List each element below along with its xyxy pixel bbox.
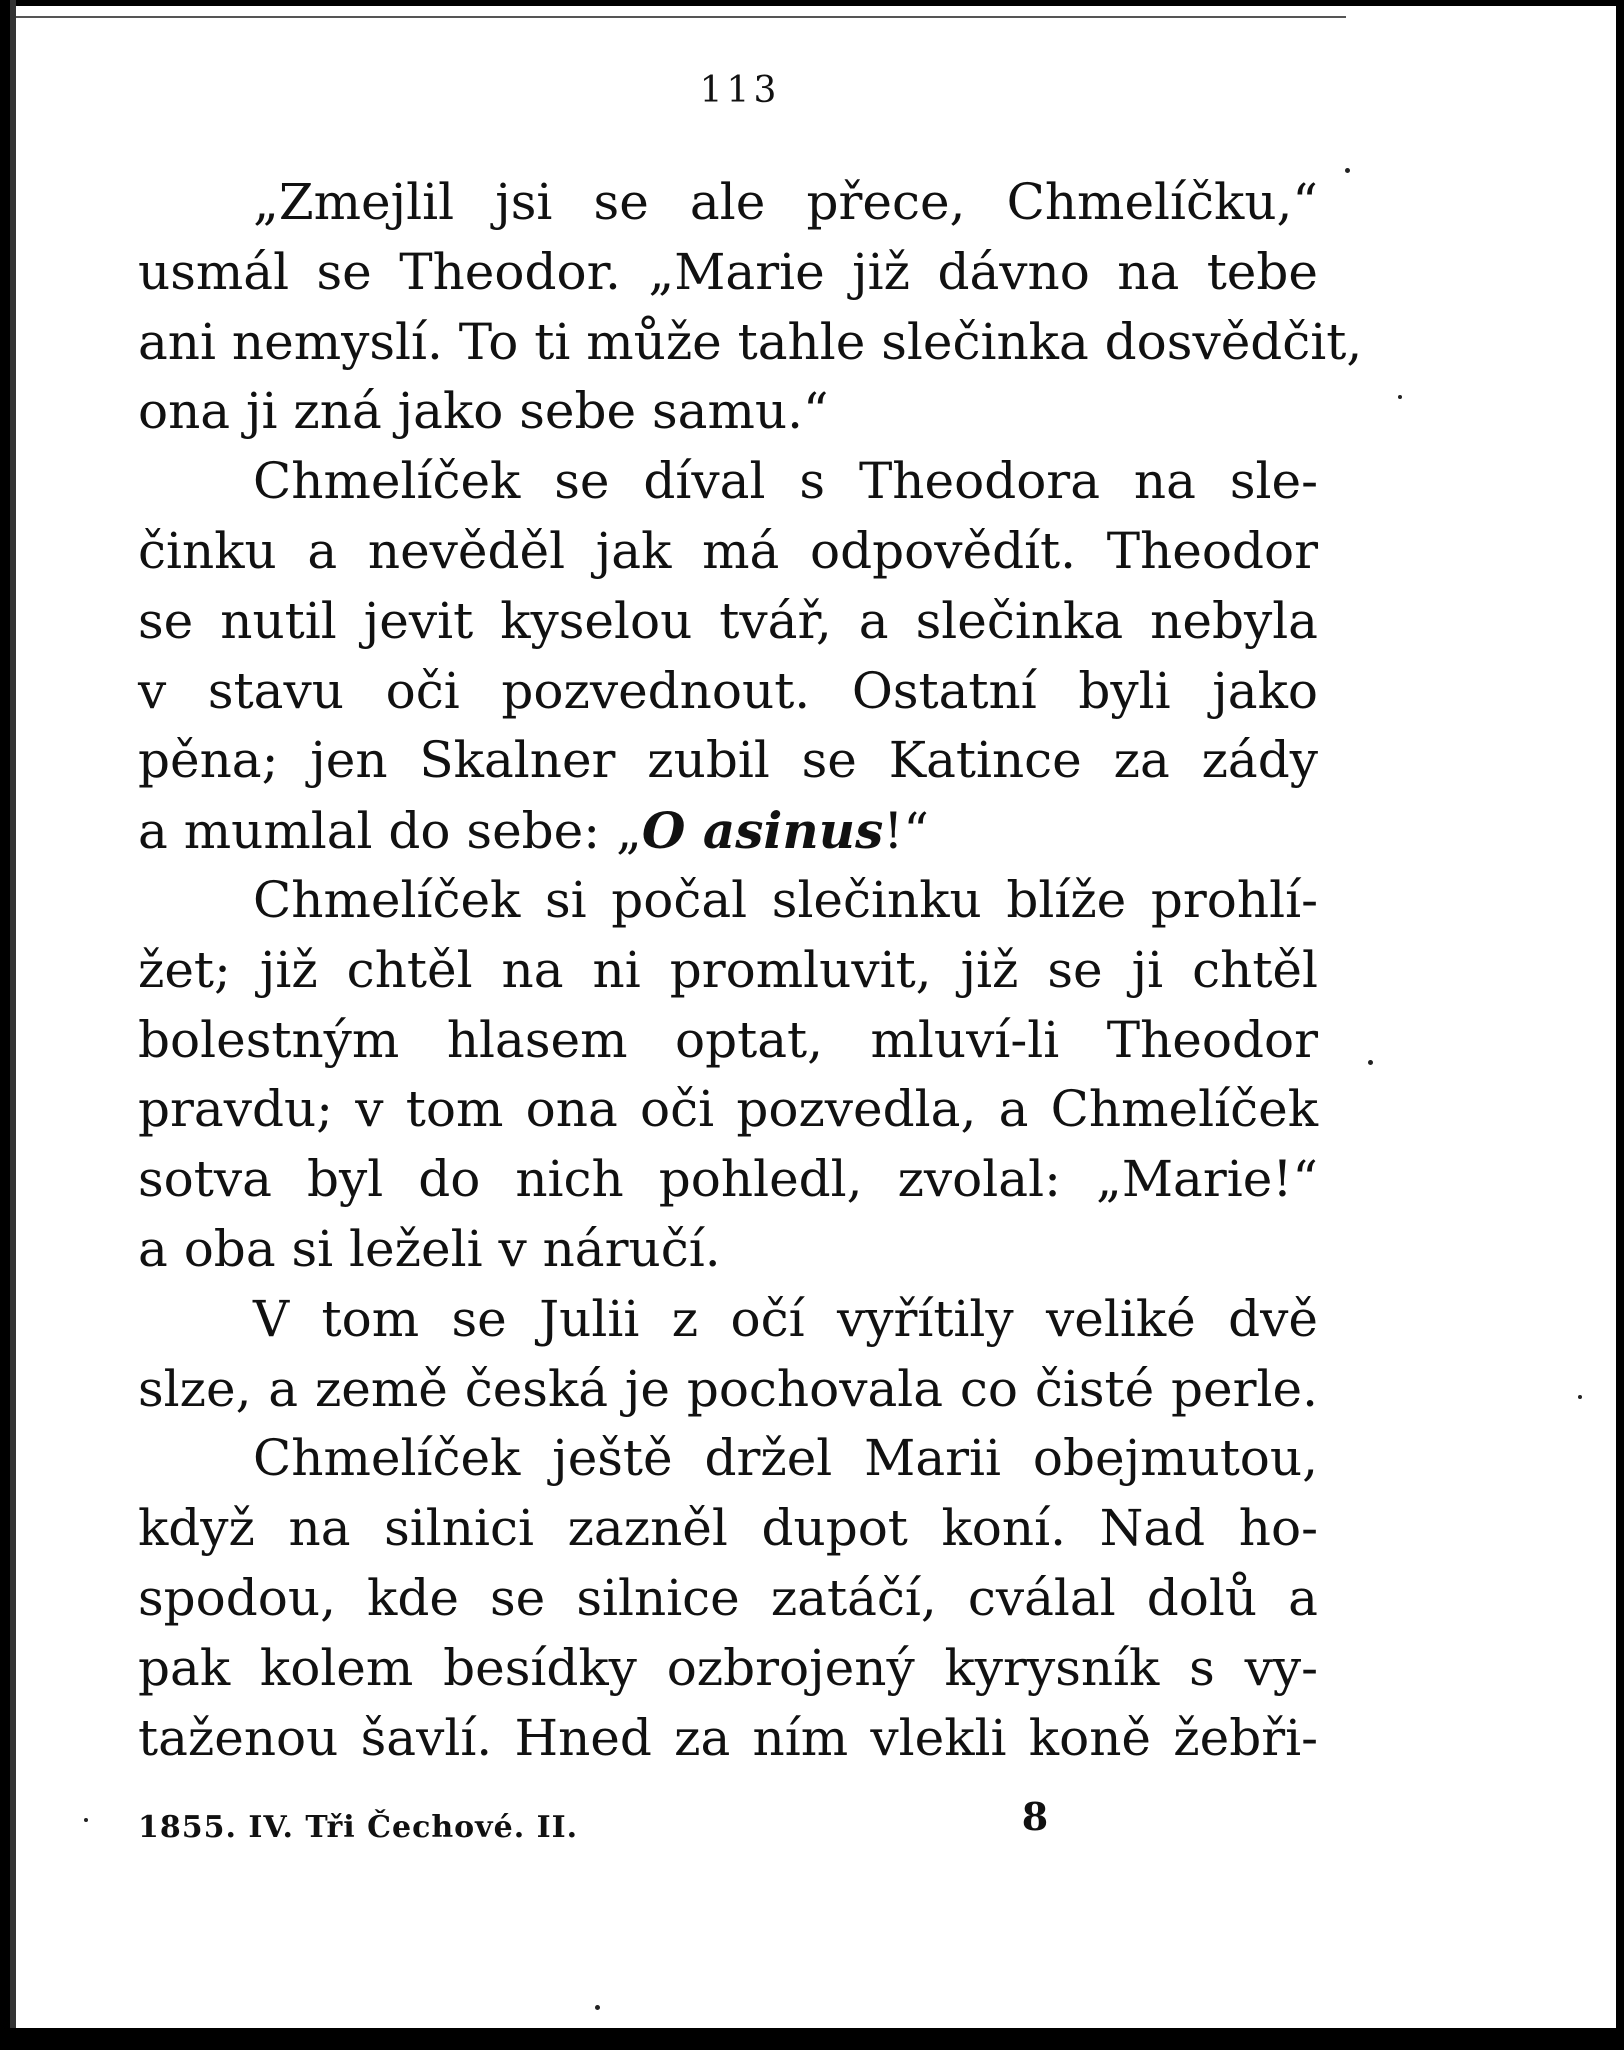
scan-edge-left [0,0,10,2050]
text-line [138,1634,1318,1704]
scan-speck [84,1818,88,1822]
text-segment: usmál se Theodor. „Marie již dávno na tebe [138,242,1318,301]
text-line [138,238,1318,308]
text-line [138,866,1318,936]
text-segment: Chmelíček si počal slečinku blíže prohlí- [253,870,1318,929]
text-segment: taženou šavlí. Hned za ním vlekli koně žebři- [138,1708,1318,1767]
text-segment: žet; již chtěl na ni promluvit, již se ji chtěl [138,940,1318,999]
text-line [138,308,1363,378]
text-segment: spodou, kde se silnice zatáčí, cválal dolů a [138,1568,1318,1627]
italic-phrase: O asinus [641,801,884,861]
body-text [138,168,1363,1773]
text-line [138,796,1318,866]
text-segment: pravdu; v tom ona oči pozvedla, a Chmelíček [138,1080,1318,1139]
text-segment: a oba si leželi v náručí. [138,1219,721,1278]
scan-edge-right [1616,0,1624,2050]
text-line [138,168,1318,238]
text-line [138,1075,1318,1145]
text-segment: a mumlal do sebe: „ [138,802,642,861]
text-line [138,517,1318,587]
scan-speck [1345,168,1350,173]
scan-speck [595,2005,600,2010]
scan-speck [1578,1395,1582,1399]
text-segment: činku a nevěděl jak má odpovědít. Theodor [138,521,1318,580]
text-line [138,936,1318,1006]
text-segment: ona ji zná jako sebe samu.“ [138,382,829,441]
text-segment: pak kolem besídky ozbrojený kyrysník s vy- [138,1638,1318,1697]
text-line [138,377,1318,447]
text-segment: se nutil jevit kyselou tvář, a slečinka nebyla [138,591,1318,650]
text-line [138,1424,1318,1494]
page-number: 113 [699,70,781,111]
text-segment: sotva byl do nich pohledl, zvolal: „Marie!“ [138,1150,1318,1209]
scan-edge-top-line [16,16,1346,18]
scan-edge-top [0,0,1624,6]
text-segment: když na silnici zazněl dupot koní. Nad ho- [138,1499,1318,1558]
text-segment: V tom se Julii z očí vyřítily veliké dvě [253,1289,1318,1348]
text-segment: „Zmejlil jsi se ale přece, Chmelíčku,“ [253,173,1318,231]
scan-edge-left-inner [10,0,16,2050]
text-segment: slze, a země česká je pochovala co čisté perle. [138,1359,1318,1418]
text-line [138,587,1318,657]
text-line [138,726,1318,796]
text-segment: v stavu oči pozvednout. Ostatní byli jako [138,661,1318,720]
text-segment: Chmelíček se díval s Theodora na sle- [253,452,1318,511]
text-line [138,447,1318,517]
footer-signature: 1855. IV. Tři Čechové. II. [138,1810,579,1845]
text-segment: bolestným hlasem optat, mluví-li Theodor [138,1010,1318,1069]
scan-edge-bottom [0,2028,1624,2050]
text-line [138,1006,1318,1076]
text-segment: ani nemyslí. To ti může tahle slečinka dosvědčit, [138,312,1363,371]
footer-sheet-number: 8 [1021,1794,1049,1839]
text-line [138,1355,1318,1425]
text-line [138,1564,1318,1634]
text-segment: !“ [883,802,929,861]
scan-speck [1368,1060,1373,1065]
text-line [138,657,1318,727]
text-line [138,1704,1318,1774]
text-line [138,1145,1318,1215]
scan-speck [1398,395,1402,399]
text-segment: pěna; jen Skalner zubil se Katince za zády [138,731,1318,790]
text-line [138,1215,1318,1285]
text-line [138,1494,1318,1564]
text-segment: Chmelíček ještě držel Marii obejmutou, [253,1429,1318,1488]
text-line [138,1285,1318,1355]
